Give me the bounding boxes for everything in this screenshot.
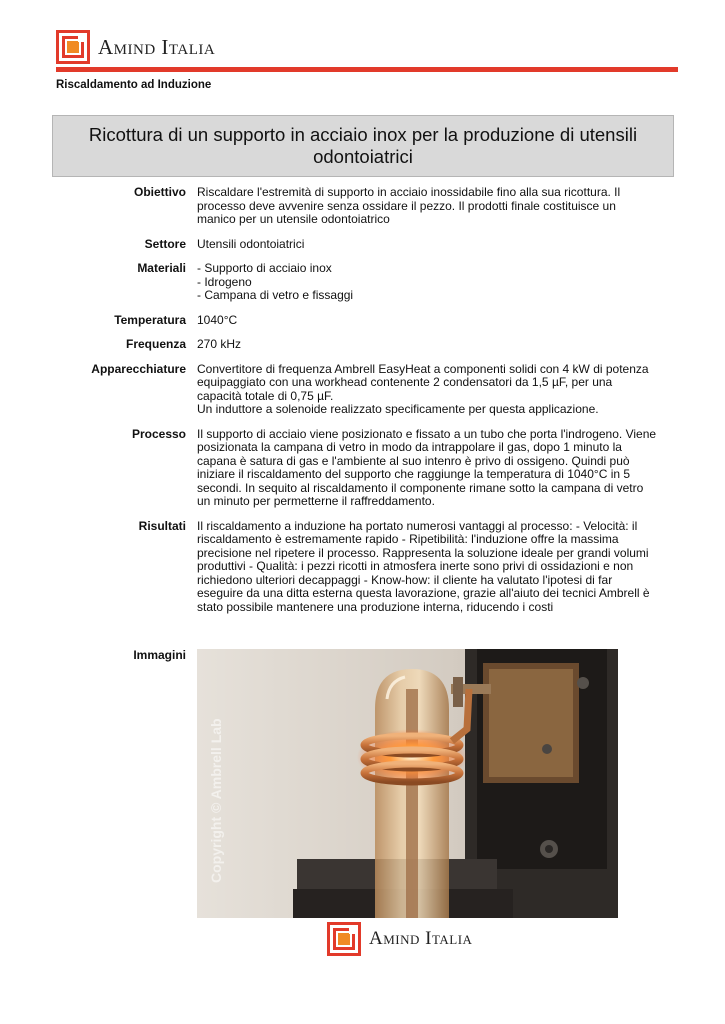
value-processo: Il supporto di acciaio viene posizionato e fissato a un tubo che porta l'indrogeno. Viene posizionata la campana di vetro in modo da intrappolare il gas, dopo 1 minuto la capana è satura di gas e l'ambiente al suo intenro è privo di ossigeno. Quindi può iniziare il riscaldamento del supporto che raggiunge la temperatura di 1040°C in 5 secondi. In sequito al riscaldamento il componente rimane sotto la campana di vetro un minuto per permetterne il raffreddamento. (197, 426, 657, 508)
content-table (56, 186, 678, 625)
label-immagini: Immagini (133, 648, 186, 662)
amind-logo-icon (327, 922, 361, 956)
row-apparecchiature (56, 363, 678, 417)
header-subtitle: Riscaldamento ad Induzione (56, 79, 212, 91)
amind-logo-icon (56, 30, 90, 64)
label-temperatura: Temperatura (114, 312, 186, 327)
row-immagini (56, 649, 618, 918)
row-processo (56, 428, 678, 509)
apparecchiature-text: Convertitore di frequenza Ambrell EasyHeat a componenti solidi con 4 kW di potenza equipaggiato con una workhead contenente 2 condensatori da 1,5 µF, per una capacità totale di 0,75 µF. (197, 361, 649, 403)
materiali-item: - Supporto di acciaio inox (197, 261, 332, 275)
header-logo (56, 30, 215, 64)
process-photo (197, 649, 618, 918)
label-processo: Processo (131, 426, 186, 441)
label-materiali: Materiali (137, 261, 186, 275)
label-obiettivo: Obiettivo (133, 185, 186, 199)
value-materiali (197, 262, 657, 303)
value-frequenza: 270 kHz (197, 337, 242, 351)
brand-name: Amind Italia (369, 928, 473, 949)
label-settore: Settore (144, 236, 186, 251)
apparecchiature-text: Un induttore a solenoide realizzato specificamente per questa applicazione. (197, 402, 599, 416)
label-risultati: Risultati (138, 518, 186, 533)
value-temperatura: 1040°C (197, 312, 238, 327)
value-obiettivo: Riscaldare l'estremità di supporto in acciaio inossidabile fino alla sua ricottura. Il processo deve avvenire senza ossidare il pezzo. Il prodotti finale costituisce un manico per un utensile odontoiatrico (197, 185, 621, 226)
row-obiettivo (56, 186, 678, 227)
materiali-item: - Campana di vetro e fissaggi (197, 288, 354, 302)
brand-name: Amind Italia (98, 34, 216, 59)
row-frequenza (56, 338, 678, 352)
row-settore (56, 238, 678, 252)
row-temperatura (56, 314, 678, 328)
label-apparecchiature: Apparecchiature (91, 361, 186, 376)
materiali-item: - Idrogeno (197, 274, 252, 289)
value-apparecchiature (197, 363, 657, 417)
row-risultati (56, 520, 678, 615)
value-settore: Utensili odontoiatrici (197, 236, 305, 251)
header-rule (56, 67, 678, 72)
page-title: Ricottura di un supporto in acciaio inox per la produzione di utensili odontoiatrici (52, 115, 674, 177)
label-frequenza: Frequenza (125, 337, 186, 351)
row-materiali (56, 262, 678, 303)
footer-logo (327, 922, 472, 956)
induction-photo-illustration (197, 649, 618, 918)
photo-watermark: Copyright © Ambrell Lab (208, 718, 224, 883)
value-risultati: Il riscaldamento a induzione ha portato numerosi vantaggi al processo: - Velocità: il riscaldamento è estremamente rapido - Ripetibilità: l'induzione offre la massima precisione nel ripetere il processo. Rappresenta la soluzione ideale per grandi volumi produttivi - Qualità: i pezzi ricotti in atmosfera inerte sono privi di ossidazioni e non richiedono ulteriori decappaggi - Know-how: il cliente ha valutato l'ipotesi di far eseguire da una ditta esterna questa lavorazione, grazie all'aiuto dei tecnici Ambrell è stato possibile mantenere una produzione interna, riducendo i costi (197, 518, 650, 614)
